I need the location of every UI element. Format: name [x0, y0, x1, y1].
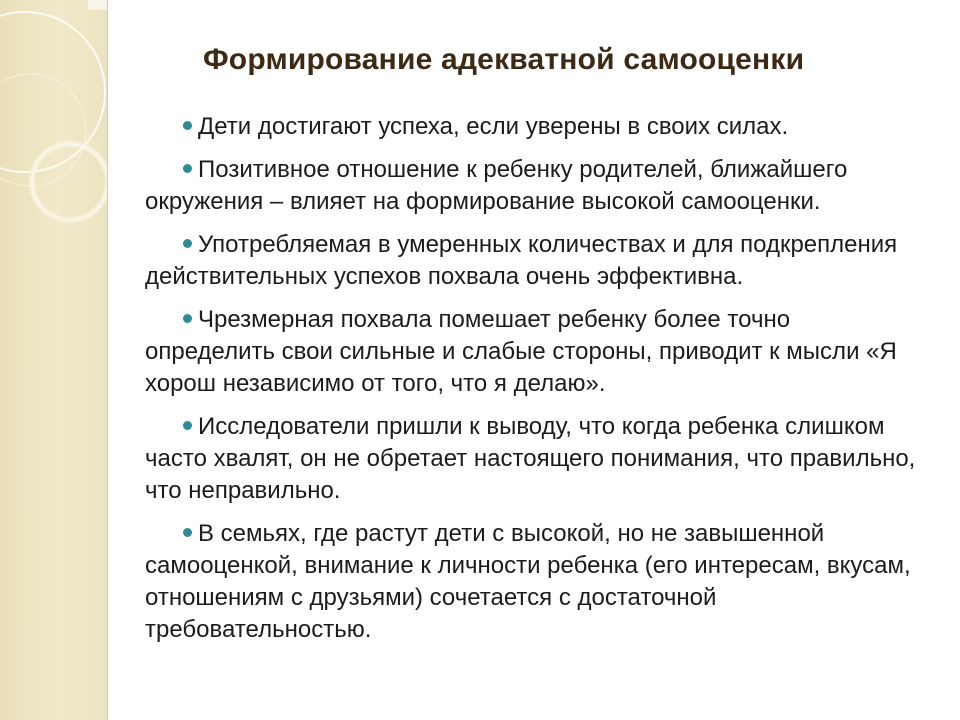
bullet-text: Исследователи пришли к выводу, что когда ребенка слишком часто хвалят, он не обретает настоящего понимания, что правильно, что неправильно.: [145, 413, 916, 504]
bullet-text: В семьях, где растут дети с высокой, но не завышенной самооценкой, внимание к личности ребенка (его интересам, вкусам, отношениям с друзьями) сочетается с достаточной требовательностью.: [145, 520, 911, 643]
bullet-item: [145, 154, 917, 218]
bullet-item: [145, 229, 917, 293]
bullet-dot-icon: [183, 164, 192, 173]
bullet-dot-icon: [183, 528, 192, 537]
bullet-text: Дети достигают успеха, если уверены в своих силах.: [198, 113, 789, 140]
bullet-item: [145, 411, 917, 507]
decorative-rings: [0, 0, 107, 720]
bullet-text: Позитивное отношение к ребенку родителей, ближайшего окружения – влияет на формирование высокой самооценки.: [145, 156, 848, 215]
bullet-list: [145, 111, 917, 657]
bullet-text: Чрезмерная похвала помешает ребенку более точно определить свои сильные и слабые стороны, приводит к мысли «Я хорош независимо от того, что я делаю».: [145, 306, 897, 397]
bullet-dot-icon: [183, 121, 192, 130]
slide-title: Формирование адекватной самооценки: [203, 43, 805, 76]
bullet-item: [145, 518, 917, 646]
bullet-item: [145, 304, 917, 400]
bullet-item: [145, 111, 917, 143]
bullet-text: Употребляемая в умеренных количествах и для подкрепления действительных успехов похвала очень эффективна.: [145, 231, 898, 290]
bullet-dot-icon: [183, 421, 192, 430]
decorative-side-panel: [0, 0, 108, 720]
bullet-dot-icon: [183, 239, 192, 248]
bullet-dot-icon: [183, 314, 192, 323]
